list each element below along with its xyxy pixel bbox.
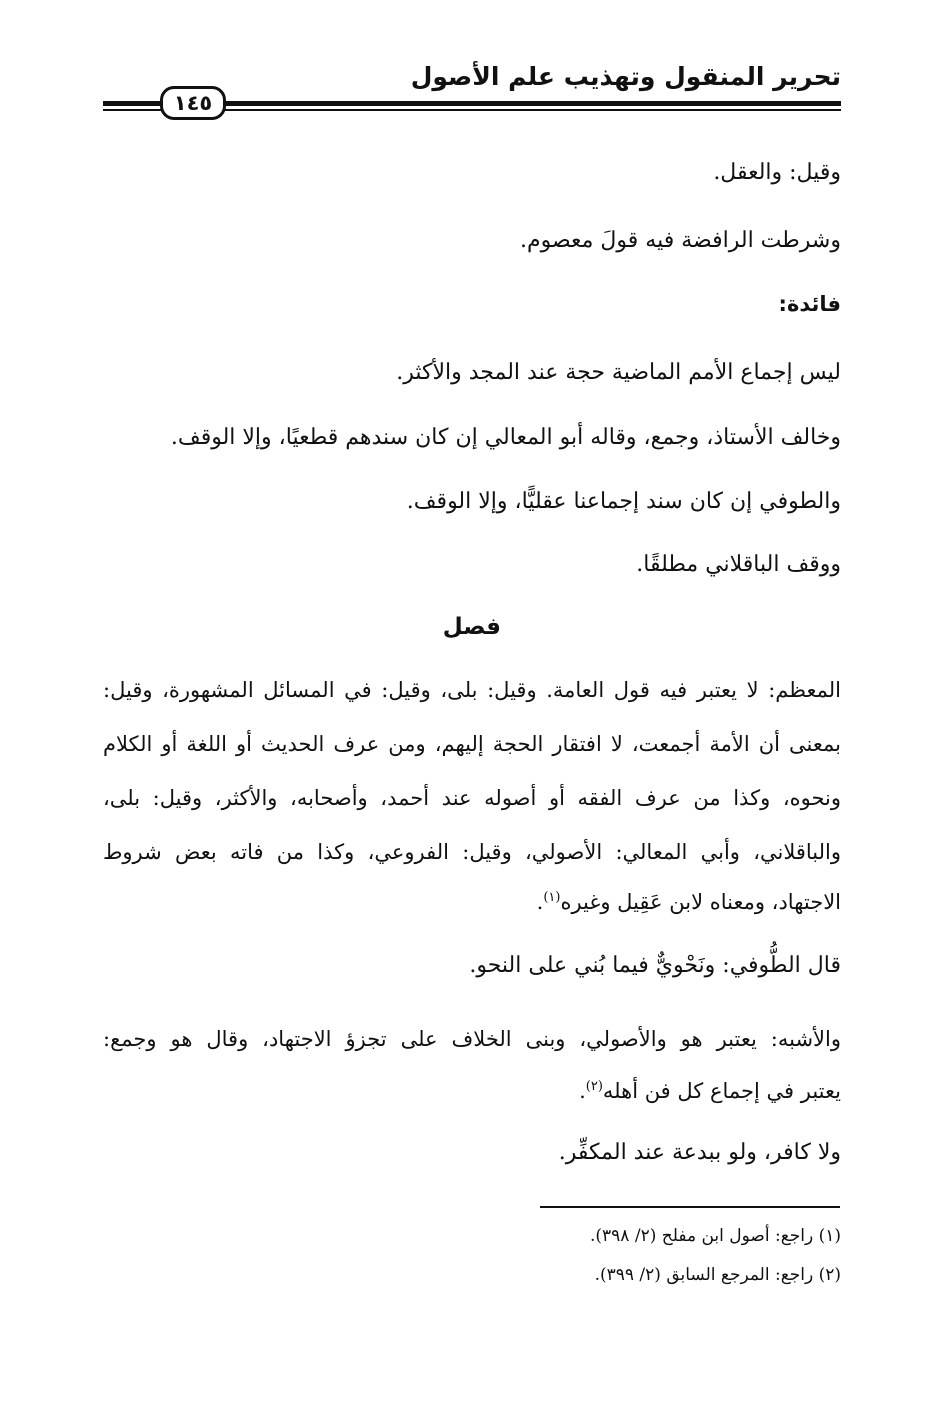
paragraph-line: بمعنى أن الأمة أجمعت، لا افتقار الحجة إليهم، ومن عرف الحديث أو اللغة أو الكلام [103, 732, 841, 756]
text-line: وقيل: والعقل. [713, 160, 841, 185]
paragraph-text: يعتبر في إجماع كل فن أهله [602, 1079, 841, 1103]
paragraph-line: المعظم: لا يعتبر فيه قول العامة. وقيل: بلى، وقيل: في المسائل المشهورة، وقيل: [103, 678, 841, 702]
paragraph-period: . [536, 890, 544, 914]
paragraph-period: . [579, 1079, 586, 1103]
section-heading-faida: فائدة: [778, 292, 841, 316]
text-line: ولا كافر، ولو ببدعة عند المكفِّر. [558, 1140, 841, 1165]
footnote-ref-2: (٢) [585, 1079, 603, 1094]
paragraph-line: والأشبه: يعتبر هو والأصولي، وبنى الخلاف على تجزؤ الاجتهاد، وقال هو وجمع: [103, 1027, 841, 1051]
paragraph-text: الاجتهاد، ومعناه لابن عَقِيل وغيره [560, 890, 841, 914]
page-number-badge: ١٤٥ [160, 86, 226, 120]
paragraph-line: ونحوه، وكذا من عرف الفقه أو أصوله عند أحمد، وأصحابه، والأكثر، وقيل: بلى، [103, 786, 841, 810]
footnote-separator [540, 1206, 840, 1208]
text-line: وشرطت الرافضة فيه قولَ معصوم. [519, 228, 841, 253]
footnote-2: (٢) راجع: المرجع السابق (٢/ ٣٩٩). [594, 1265, 841, 1285]
section-heading-fasl: فصل [442, 614, 501, 640]
text-line: والطوفي إن كان سند إجماعنا عقليًّا، وإلا الوقف. [406, 489, 841, 514]
text-line: ووقف الباقلاني مطلقًا. [636, 552, 841, 577]
text-line: قال الطُّوفي: ونَحْويٌّ فيما بُني على النحو. [469, 953, 841, 978]
footnote-1: (١) راجع: أصول ابن مفلح (٢/ ٣٩٨). [589, 1226, 841, 1246]
paragraph-line-last [579, 1079, 841, 1104]
footnote-ref-1: (١) [543, 890, 561, 905]
text-line: وخالف الأستاذ، وجمع، وقاله أبو المعالي إن كان سندهم قطعيًا، وإلا الوقف. [170, 425, 841, 450]
paragraph-line-last [537, 890, 841, 915]
text-line: ليس إجماع الأمم الماضية حجة عند المجد والأكثر. [396, 360, 841, 385]
paragraph-line: والباقلاني، وأبي المعالي: الأصولي، وقيل: الفروعي، وكذا من فاته بعض شروط [103, 840, 841, 864]
running-header-title: تحرير المنقول وتهذيب علم الأصول [410, 62, 841, 91]
